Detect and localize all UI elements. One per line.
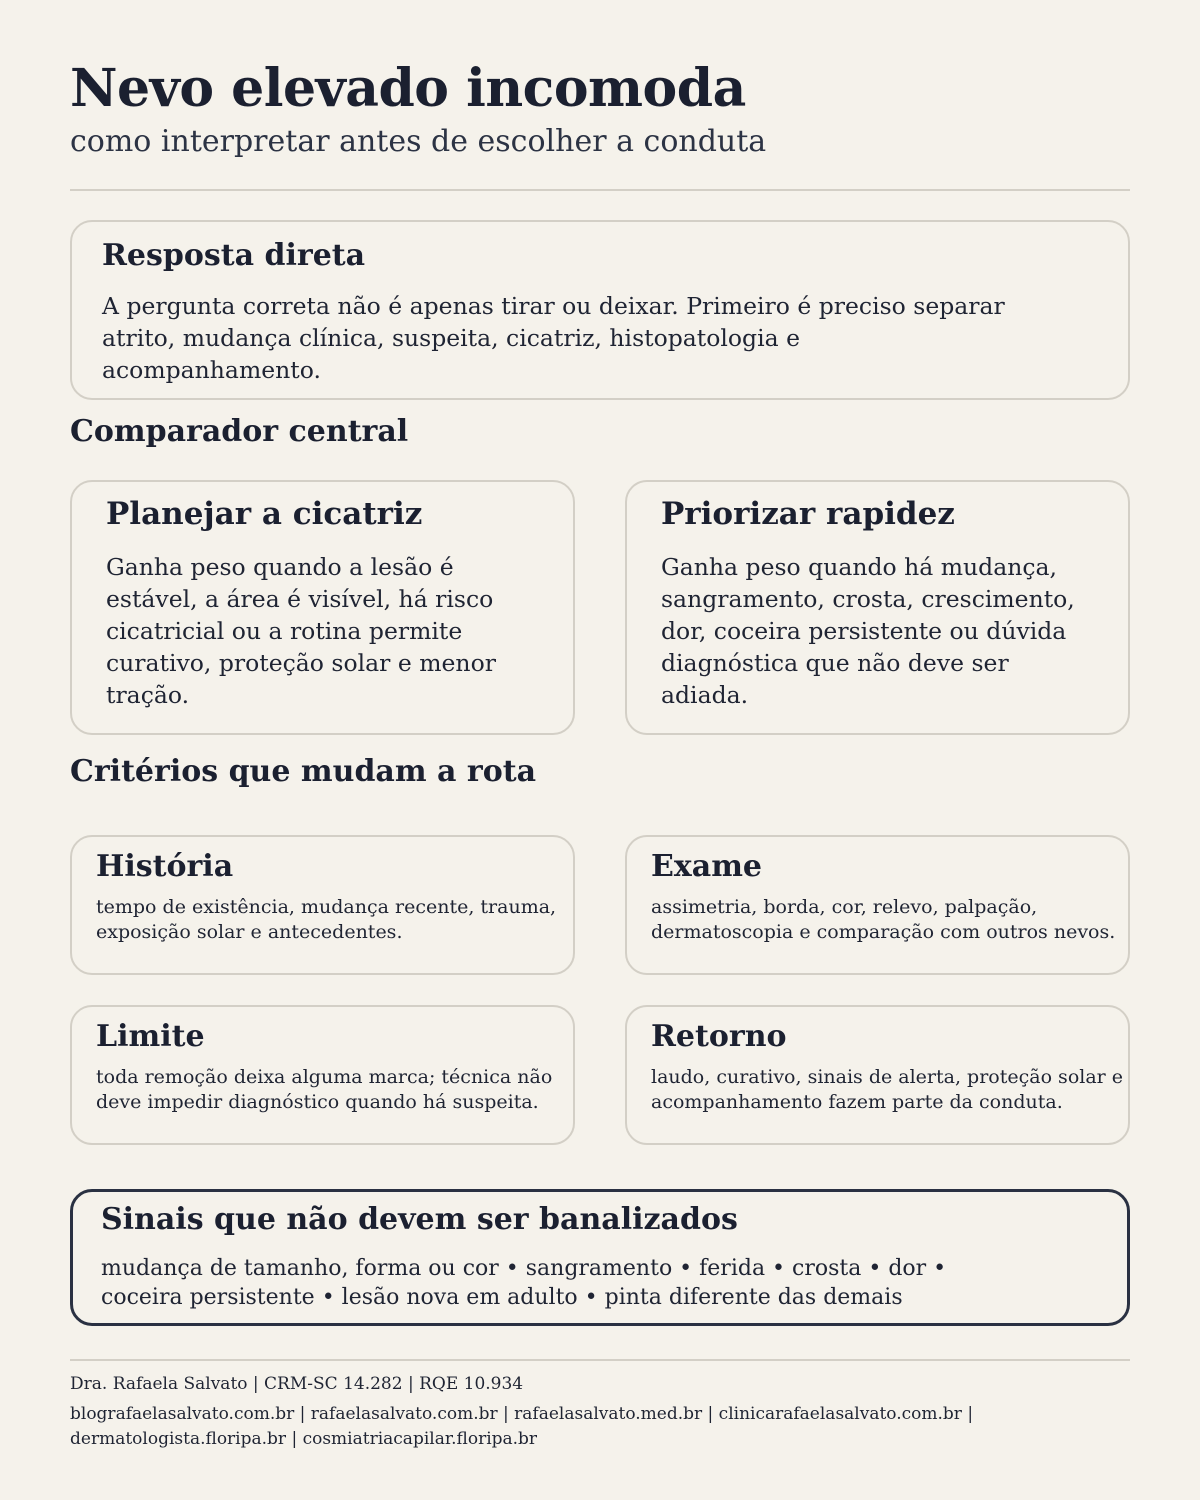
direct-answer-text: A pergunta correta não é apenas tirar ou deixar. Primeiro é preciso separar atrito, mudança clínica, suspeita, cicatriz, histopatologia e acompanhamento. <box>102 292 1005 384</box>
comparator-right-title: Priorizar rapidez <box>661 496 955 532</box>
footer-credentials: Dra. Rafaela Salvato | CRM-SC 14.282 | RQE 10.934 <box>70 1374 524 1394</box>
warning-signs-text: mudança de tamanho, forma ou cor • sangramento • ferida • crosta • dor • coceira persistente • lesão nova em adulto • pinta diferente das demais <box>101 1256 947 1310</box>
comparator-card-left <box>70 480 575 735</box>
criteria-card-exame <box>625 835 1130 975</box>
criteria-limite-title: Limite <box>96 1019 205 1054</box>
page-title: Nevo elevado incomoda <box>70 58 746 119</box>
comparator-left-title: Planejar a cicatriz <box>106 496 423 532</box>
page-subtitle: como interpretar antes de escolher a conduta <box>70 124 767 159</box>
criteria-historia-text: tempo de existência, mudança recente, trauma, exposição solar e antecedentes. <box>96 896 557 943</box>
criteria-exame-text: assimetria, borda, cor, relevo, palpação, dermatoscopia e comparação com outros nevos. <box>651 896 1116 943</box>
comparator-left-text: Ganha peso quando a lesão é estável, a área é visível, há risco cicatricial ou a rotina permite curativo, proteção solar e menor tração. <box>106 553 496 710</box>
footer-sites: blografaelasalvato.com.br | rafaelasalvato.com.br | rafaelasalvato.med.br | clinicarafaelasalvato.com.br | dermatologista.floripa.br | cosmiatriacapilar.floripa.br <box>70 1404 974 1449</box>
criteria-card-limite <box>70 1005 575 1145</box>
criteria-historia-title: História <box>96 849 234 884</box>
direct-answer-heading: Resposta direta <box>102 238 366 273</box>
criteria-card-historia <box>70 835 575 975</box>
warning-signs-heading: Sinais que não devem ser banalizados <box>101 1202 738 1237</box>
criteria-retorno-text: laudo, curativo, sinais de alerta, proteção solar e acompanhamento fazem parte da conduta. <box>651 1066 1124 1113</box>
header-divider <box>70 189 1130 191</box>
footer-divider <box>70 1359 1130 1361</box>
comparator-card-right <box>625 480 1130 735</box>
criteria-card-retorno <box>625 1005 1130 1145</box>
criteria-retorno-title: Retorno <box>651 1019 787 1054</box>
warning-signs-card <box>70 1189 1130 1326</box>
criteria-exame-title: Exame <box>651 849 763 884</box>
criteria-limite-text: toda remoção deixa alguma marca; técnica não deve impedir diagnóstico quando há suspeita. <box>96 1066 553 1113</box>
criteria-heading: Critérios que mudam a rota <box>70 754 537 789</box>
comparator-heading: Comparador central <box>70 414 409 449</box>
comparator-right-text: Ganha peso quando há mudança, sangramento, crosta, crescimento, dor, coceira persistente ou dúvida diagnóstica que não deve ser adiada. <box>661 553 1075 710</box>
direct-answer-card <box>70 220 1130 400</box>
